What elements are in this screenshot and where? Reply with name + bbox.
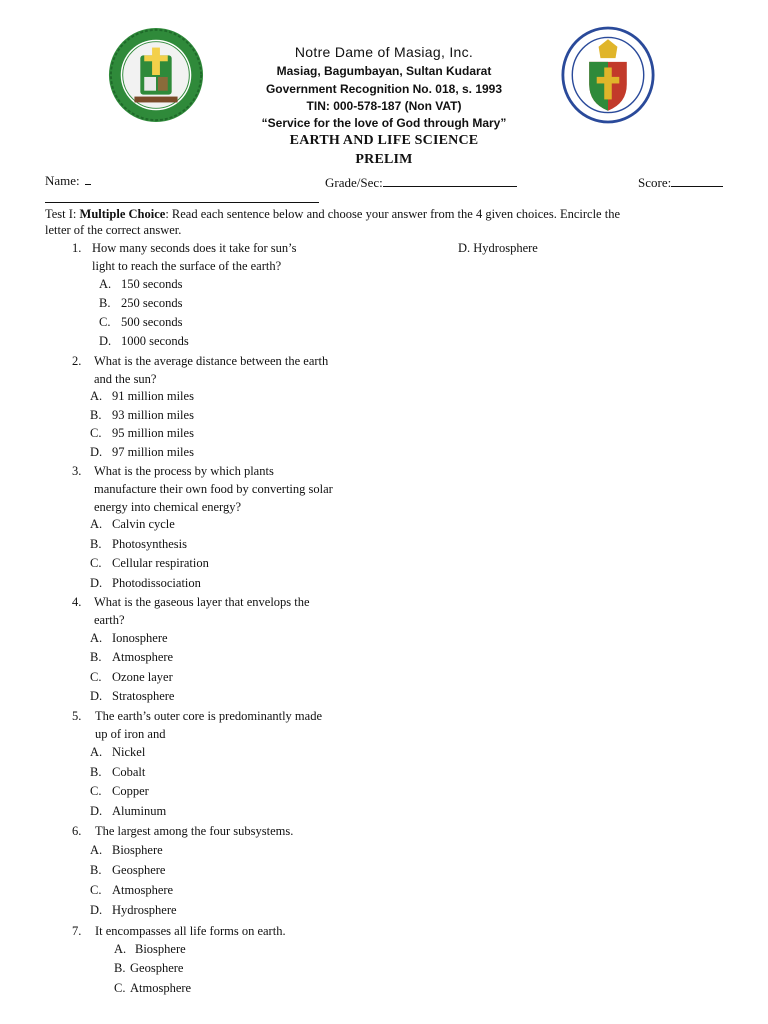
option-text: Biosphere — [135, 942, 186, 956]
option-text: Ozone layer — [112, 670, 173, 684]
option-text: Cellular respiration — [112, 556, 209, 570]
option-letter[interactable]: A. — [90, 389, 103, 403]
option-text: Geosphere — [130, 961, 184, 975]
question-number: 7. — [72, 924, 82, 938]
option-letter[interactable]: B. — [90, 408, 102, 422]
option-letter[interactable]: D. — [90, 445, 103, 459]
option-letter[interactable]: B. — [114, 961, 126, 975]
option-letter[interactable]: B. — [90, 765, 102, 779]
name-blank-start — [85, 172, 91, 185]
option-letter[interactable]: D. — [99, 334, 112, 348]
tin-number: TIN: 000-578-187 (Non VAT) — [306, 99, 462, 113]
score-label: Score: — [638, 175, 672, 190]
option-letter[interactable]: C. — [90, 556, 102, 570]
test-label: Test I: — [45, 207, 80, 221]
grade-section-label: Grade/Sec: — [325, 175, 383, 190]
name-blank-line — [45, 202, 319, 203]
option-letter[interactable]: A. — [99, 277, 112, 291]
option-text: 97 million miles — [112, 445, 194, 459]
question-text: The earth’s outer core is predominantly made — [95, 709, 323, 723]
question-text: What is the process by which plants — [94, 464, 274, 478]
option-text: Biosphere — [112, 843, 163, 857]
instructions-text: : Read each sentence below and choose your answer from the 4 given choices. Encircle the — [165, 207, 620, 221]
question-text: and the sun? — [94, 372, 157, 386]
option-letter[interactable]: A. — [90, 517, 103, 531]
question-text: up of iron and — [95, 727, 166, 741]
question-text: It encompasses all life forms on earth. — [95, 924, 286, 938]
option-text: Photosynthesis — [112, 537, 188, 551]
name-field[interactable] — [45, 172, 91, 189]
option-text: 500 seconds — [121, 315, 183, 329]
question-text: light to reach the surface of the earth? — [92, 259, 282, 273]
option-letter[interactable]: A. — [114, 942, 127, 956]
option-text: 93 million miles — [112, 408, 194, 422]
score-field[interactable] — [638, 174, 723, 191]
instructions-line-2: letter of the correct answer. — [45, 223, 182, 237]
option-text: 95 million miles — [112, 426, 194, 440]
option-letter[interactable]: B. — [90, 863, 102, 877]
option-letter[interactable]: B. — [90, 650, 102, 664]
option-letter[interactable]: A. — [90, 745, 103, 759]
question-text: What is the average distance between the earth — [94, 354, 329, 368]
option-letter[interactable]: D. — [90, 804, 103, 818]
question-text: energy into chemical energy? — [94, 500, 242, 514]
exam-title: PRELIM — [355, 152, 413, 167]
option-text: Photodissociation — [112, 576, 201, 590]
option-letter[interactable]: C. — [90, 883, 102, 897]
option-text: 91 million miles — [112, 389, 194, 403]
name-label: Name: — [45, 173, 80, 188]
option-letter[interactable]: C. — [90, 670, 102, 684]
option-text: Ionosphere — [112, 631, 168, 645]
option-text: 150 seconds — [121, 277, 183, 291]
option-text: Atmosphere — [112, 650, 174, 664]
q7-option-d[interactable]: D. Hydrosphere — [458, 241, 538, 255]
option-text: Geosphere — [112, 863, 166, 877]
option-letter[interactable]: C. — [114, 981, 126, 995]
subject-title: EARTH AND LIFE SCIENCE — [289, 133, 479, 148]
school-address: Masiag, Bagumbayan, Sultan Kudarat — [276, 64, 492, 78]
grade-section-blank — [383, 174, 517, 187]
school-motto: “Service for the love of God through Mary” — [261, 116, 507, 130]
score-blank — [671, 174, 723, 187]
question-text: What is the gaseous layer that envelops the — [94, 595, 310, 609]
option-letter[interactable]: B. — [99, 296, 111, 310]
option-letter[interactable]: C. — [90, 426, 102, 440]
question-text: How many seconds does it take for sun’s — [92, 241, 297, 255]
question-number: 5. — [72, 709, 82, 723]
option-text: Atmosphere — [112, 883, 174, 897]
question-number: 2. — [72, 354, 82, 368]
question-text: manufacture their own food by converting solar — [94, 482, 333, 496]
option-letter[interactable]: D. — [90, 903, 103, 917]
option-letter[interactable]: B. — [90, 537, 102, 551]
option-text: Cobalt — [112, 765, 146, 779]
option-text: Hydrosphere — [112, 903, 177, 917]
question-text: earth? — [94, 613, 125, 627]
option-text: 250 seconds — [121, 296, 183, 310]
question-text: The largest among the four subsystems. — [95, 824, 294, 838]
option-letter[interactable]: A. — [90, 631, 103, 645]
option-text: Aluminum — [112, 804, 167, 818]
instructions-line-1 — [45, 206, 620, 222]
question-number: 3. — [72, 464, 82, 478]
question-number: 6. — [72, 824, 82, 838]
option-text: Copper — [112, 784, 149, 798]
option-letter[interactable]: D. — [90, 576, 103, 590]
grade-section-field[interactable] — [325, 174, 517, 191]
test-type: Multiple Choice — [79, 207, 166, 221]
option-text: 1000 seconds — [121, 334, 189, 348]
option-letter[interactable]: D. — [90, 689, 103, 703]
option-letter[interactable]: A. — [90, 843, 103, 857]
option-text: Atmosphere — [130, 981, 192, 995]
question-number: 1. — [72, 241, 82, 255]
question-number: 4. — [72, 595, 82, 609]
school-name: Notre Dame of Masiag, Inc. — [294, 44, 474, 60]
option-text: Stratosphere — [112, 689, 175, 703]
government-recognition: Government Recognition No. 018, s. 1993 — [265, 82, 503, 96]
option-text: Calvin cycle — [112, 517, 175, 531]
option-letter[interactable]: C. — [99, 315, 111, 329]
option-letter[interactable]: C. — [90, 784, 102, 798]
option-text: Nickel — [112, 745, 146, 759]
